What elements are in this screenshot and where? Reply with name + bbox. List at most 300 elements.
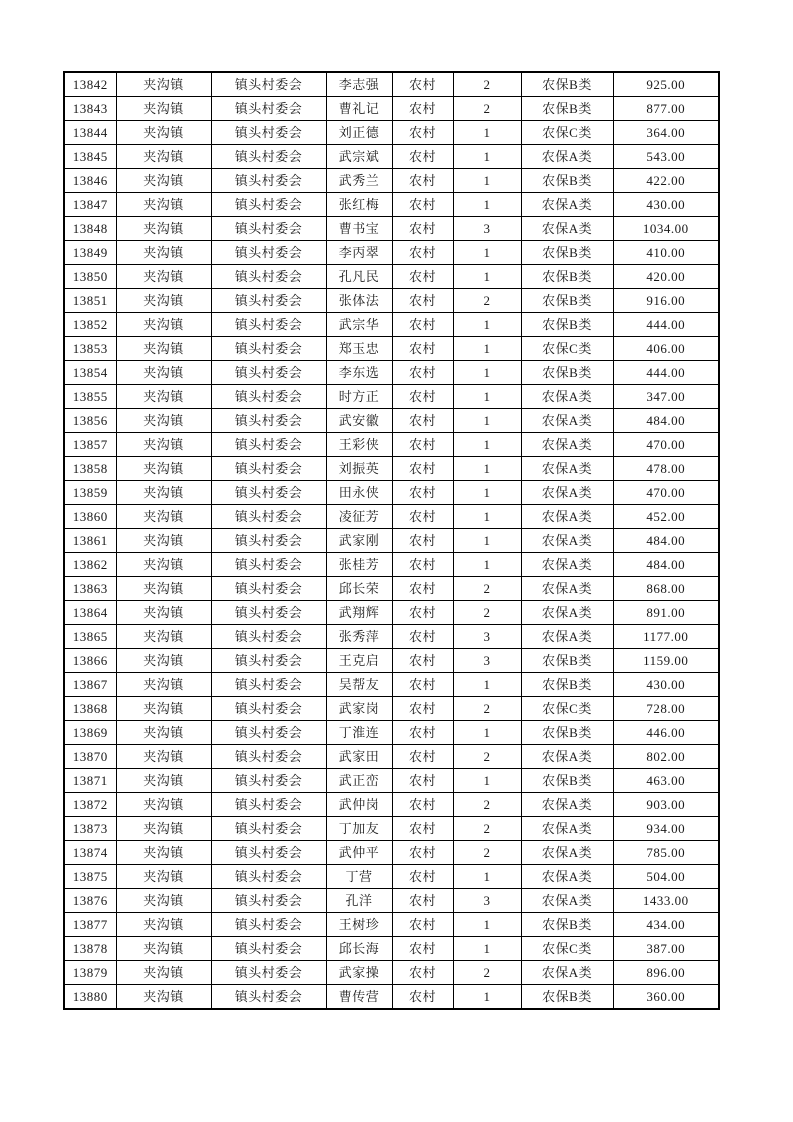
- cell-village-committee: 镇头村委会: [211, 625, 326, 649]
- cell-person-count: 1: [453, 193, 521, 217]
- cell-insurance-category: 农保B类: [521, 97, 613, 121]
- cell-insurance-category: 农保A类: [521, 793, 613, 817]
- table-row: [64, 841, 719, 865]
- cell-town: 夹沟镇: [116, 457, 211, 481]
- cell-amount: 877.00: [613, 97, 719, 121]
- table-row: [64, 385, 719, 409]
- cell-record-id: 13855: [64, 385, 116, 409]
- cell-village-committee: 镇头村委会: [211, 409, 326, 433]
- cell-insurance-category: 农保B类: [521, 913, 613, 937]
- table-row: [64, 793, 719, 817]
- cell-insurance-category: 农保A类: [521, 481, 613, 505]
- cell-town: 夹沟镇: [116, 913, 211, 937]
- cell-record-id: 13858: [64, 457, 116, 481]
- cell-person-name: 武宗华: [326, 313, 392, 337]
- cell-insurance-category: 农保B类: [521, 313, 613, 337]
- table-row: [64, 409, 719, 433]
- cell-amount: 916.00: [613, 289, 719, 313]
- cell-insurance-category: 农保B类: [521, 361, 613, 385]
- cell-insurance-category: 农保A类: [521, 385, 613, 409]
- cell-person-name: 武宗斌: [326, 145, 392, 169]
- cell-village-committee: 镇头村委会: [211, 601, 326, 625]
- cell-residence-type: 农村: [392, 433, 453, 457]
- table-row: [64, 457, 719, 481]
- cell-person-count: 1: [453, 337, 521, 361]
- cell-record-id: 13862: [64, 553, 116, 577]
- cell-town: 夹沟镇: [116, 433, 211, 457]
- cell-insurance-category: 农保A类: [521, 601, 613, 625]
- table-row: [64, 289, 719, 313]
- cell-residence-type: 农村: [392, 145, 453, 169]
- cell-residence-type: 农村: [392, 649, 453, 673]
- cell-person-name: 郑玉忠: [326, 337, 392, 361]
- cell-person-name: 田永侠: [326, 481, 392, 505]
- cell-village-committee: 镇头村委会: [211, 721, 326, 745]
- cell-person-name: 邱长海: [326, 937, 392, 961]
- cell-person-count: 1: [453, 385, 521, 409]
- cell-person-count: 2: [453, 745, 521, 769]
- cell-town: 夹沟镇: [116, 721, 211, 745]
- cell-insurance-category: 农保A类: [521, 529, 613, 553]
- cell-insurance-category: 农保B类: [521, 769, 613, 793]
- cell-town: 夹沟镇: [116, 577, 211, 601]
- cell-record-id: 13869: [64, 721, 116, 745]
- table-row: [64, 97, 719, 121]
- cell-person-name: 武正峦: [326, 769, 392, 793]
- cell-residence-type: 农村: [392, 841, 453, 865]
- cell-residence-type: 农村: [392, 673, 453, 697]
- cell-residence-type: 农村: [392, 601, 453, 625]
- cell-amount: 484.00: [613, 553, 719, 577]
- cell-residence-type: 农村: [392, 793, 453, 817]
- cell-village-committee: 镇头村委会: [211, 577, 326, 601]
- cell-village-committee: 镇头村委会: [211, 457, 326, 481]
- cell-record-id: 13844: [64, 121, 116, 145]
- table-row: [64, 553, 719, 577]
- cell-amount: 1177.00: [613, 625, 719, 649]
- cell-insurance-category: 农保A类: [521, 865, 613, 889]
- cell-record-id: 13870: [64, 745, 116, 769]
- cell-amount: 446.00: [613, 721, 719, 745]
- cell-amount: 360.00: [613, 985, 719, 1010]
- cell-person-count: 2: [453, 577, 521, 601]
- cell-person-name: 武仲平: [326, 841, 392, 865]
- cell-amount: 543.00: [613, 145, 719, 169]
- cell-person-count: 1: [453, 409, 521, 433]
- table-row: [64, 337, 719, 361]
- cell-town: 夹沟镇: [116, 145, 211, 169]
- cell-residence-type: 农村: [392, 313, 453, 337]
- cell-insurance-category: 农保A类: [521, 457, 613, 481]
- table-row: [64, 433, 719, 457]
- table-row: [64, 769, 719, 793]
- cell-amount: 387.00: [613, 937, 719, 961]
- cell-residence-type: 农村: [392, 937, 453, 961]
- cell-town: 夹沟镇: [116, 72, 211, 97]
- cell-town: 夹沟镇: [116, 961, 211, 985]
- cell-amount: 463.00: [613, 769, 719, 793]
- cell-residence-type: 农村: [392, 97, 453, 121]
- cell-amount: 1159.00: [613, 649, 719, 673]
- cell-town: 夹沟镇: [116, 697, 211, 721]
- cell-village-committee: 镇头村委会: [211, 913, 326, 937]
- cell-insurance-category: 农保C类: [521, 937, 613, 961]
- cell-person-name: 李东选: [326, 361, 392, 385]
- table-row: [64, 313, 719, 337]
- cell-town: 夹沟镇: [116, 289, 211, 313]
- cell-residence-type: 农村: [392, 577, 453, 601]
- cell-person-name: 曹传营: [326, 985, 392, 1010]
- cell-person-name: 武家田: [326, 745, 392, 769]
- table-row: [64, 913, 719, 937]
- cell-town: 夹沟镇: [116, 889, 211, 913]
- cell-village-committee: 镇头村委会: [211, 97, 326, 121]
- cell-residence-type: 农村: [392, 409, 453, 433]
- cell-person-count: 1: [453, 865, 521, 889]
- cell-person-count: 1: [453, 361, 521, 385]
- cell-record-id: 13853: [64, 337, 116, 361]
- cell-village-committee: 镇头村委会: [211, 193, 326, 217]
- cell-residence-type: 农村: [392, 505, 453, 529]
- cell-amount: 430.00: [613, 673, 719, 697]
- cell-town: 夹沟镇: [116, 937, 211, 961]
- cell-amount: 470.00: [613, 481, 719, 505]
- cell-town: 夹沟镇: [116, 841, 211, 865]
- cell-amount: 934.00: [613, 817, 719, 841]
- cell-village-committee: 镇头村委会: [211, 649, 326, 673]
- cell-village-committee: 镇头村委会: [211, 553, 326, 577]
- cell-village-committee: 镇头村委会: [211, 217, 326, 241]
- cell-amount: 434.00: [613, 913, 719, 937]
- cell-person-name: 王彩侠: [326, 433, 392, 457]
- cell-person-name: 李志强: [326, 72, 392, 97]
- cell-village-committee: 镇头村委会: [211, 769, 326, 793]
- cell-person-count: 1: [453, 313, 521, 337]
- cell-person-name: 武仲岗: [326, 793, 392, 817]
- cell-amount: 903.00: [613, 793, 719, 817]
- cell-person-name: 武家刚: [326, 529, 392, 553]
- beneficiary-table: [63, 71, 720, 1010]
- cell-town: 夹沟镇: [116, 361, 211, 385]
- cell-record-id: 13852: [64, 313, 116, 337]
- cell-person-count: 2: [453, 961, 521, 985]
- cell-insurance-category: 农保A类: [521, 745, 613, 769]
- cell-residence-type: 农村: [392, 745, 453, 769]
- cell-amount: 1034.00: [613, 217, 719, 241]
- cell-amount: 896.00: [613, 961, 719, 985]
- cell-person-name: 丁营: [326, 865, 392, 889]
- table-row: [64, 265, 719, 289]
- cell-residence-type: 农村: [392, 769, 453, 793]
- cell-village-committee: 镇头村委会: [211, 289, 326, 313]
- cell-person-name: 丁淮连: [326, 721, 392, 745]
- cell-residence-type: 农村: [392, 529, 453, 553]
- cell-village-committee: 镇头村委会: [211, 145, 326, 169]
- cell-amount: 422.00: [613, 169, 719, 193]
- cell-insurance-category: 农保A类: [521, 409, 613, 433]
- cell-record-id: 13875: [64, 865, 116, 889]
- table-row: [64, 985, 719, 1010]
- cell-residence-type: 农村: [392, 265, 453, 289]
- cell-record-id: 13878: [64, 937, 116, 961]
- cell-record-id: 13850: [64, 265, 116, 289]
- cell-person-name: 时方正: [326, 385, 392, 409]
- table-row: [64, 937, 719, 961]
- cell-town: 夹沟镇: [116, 121, 211, 145]
- cell-amount: 430.00: [613, 193, 719, 217]
- cell-town: 夹沟镇: [116, 385, 211, 409]
- cell-person-name: 孔凡民: [326, 265, 392, 289]
- table-row: [64, 217, 719, 241]
- cell-village-committee: 镇头村委会: [211, 529, 326, 553]
- cell-person-name: 张秀萍: [326, 625, 392, 649]
- cell-record-id: 13854: [64, 361, 116, 385]
- cell-residence-type: 农村: [392, 193, 453, 217]
- cell-village-committee: 镇头村委会: [211, 985, 326, 1010]
- cell-amount: 1433.00: [613, 889, 719, 913]
- cell-person-name: 张体法: [326, 289, 392, 313]
- table-row: [64, 241, 719, 265]
- cell-residence-type: 农村: [392, 385, 453, 409]
- cell-village-committee: 镇头村委会: [211, 481, 326, 505]
- cell-insurance-category: 农保A类: [521, 841, 613, 865]
- cell-person-name: 武家岗: [326, 697, 392, 721]
- cell-town: 夹沟镇: [116, 241, 211, 265]
- cell-person-count: 1: [453, 985, 521, 1010]
- cell-person-count: 1: [453, 241, 521, 265]
- cell-residence-type: 农村: [392, 625, 453, 649]
- cell-village-committee: 镇头村委会: [211, 241, 326, 265]
- cell-person-name: 武家操: [326, 961, 392, 985]
- cell-person-name: 李丙翠: [326, 241, 392, 265]
- cell-town: 夹沟镇: [116, 97, 211, 121]
- table-row: [64, 625, 719, 649]
- cell-insurance-category: 农保C类: [521, 697, 613, 721]
- cell-person-count: 1: [453, 937, 521, 961]
- table-row: [64, 361, 719, 385]
- cell-person-count: 1: [453, 673, 521, 697]
- cell-town: 夹沟镇: [116, 865, 211, 889]
- cell-amount: 364.00: [613, 121, 719, 145]
- cell-record-id: 13849: [64, 241, 116, 265]
- cell-amount: 802.00: [613, 745, 719, 769]
- cell-person-count: 1: [453, 721, 521, 745]
- cell-town: 夹沟镇: [116, 193, 211, 217]
- table-row: [64, 481, 719, 505]
- cell-person-name: 武翔辉: [326, 601, 392, 625]
- cell-record-id: 13842: [64, 72, 116, 97]
- cell-person-count: 3: [453, 889, 521, 913]
- cell-village-committee: 镇头村委会: [211, 841, 326, 865]
- cell-town: 夹沟镇: [116, 529, 211, 553]
- cell-record-id: 13876: [64, 889, 116, 913]
- cell-record-id: 13877: [64, 913, 116, 937]
- cell-person-name: 张红梅: [326, 193, 392, 217]
- cell-record-id: 13859: [64, 481, 116, 505]
- cell-residence-type: 农村: [392, 865, 453, 889]
- cell-residence-type: 农村: [392, 169, 453, 193]
- cell-village-committee: 镇头村委会: [211, 889, 326, 913]
- cell-village-committee: 镇头村委会: [211, 385, 326, 409]
- cell-person-count: 1: [453, 913, 521, 937]
- cell-person-count: 2: [453, 793, 521, 817]
- table-row: [64, 505, 719, 529]
- cell-record-id: 13879: [64, 961, 116, 985]
- cell-person-name: 吴帮友: [326, 673, 392, 697]
- table-row: [64, 121, 719, 145]
- cell-village-committee: 镇头村委会: [211, 169, 326, 193]
- cell-person-count: 2: [453, 97, 521, 121]
- cell-insurance-category: 农保B类: [521, 673, 613, 697]
- cell-person-count: 1: [453, 433, 521, 457]
- table-row: [64, 865, 719, 889]
- cell-person-name: 凌征芳: [326, 505, 392, 529]
- cell-person-count: 1: [453, 553, 521, 577]
- cell-village-committee: 镇头村委会: [211, 673, 326, 697]
- table-row: [64, 649, 719, 673]
- cell-person-count: 1: [453, 121, 521, 145]
- cell-record-id: 13845: [64, 145, 116, 169]
- cell-person-name: 王克启: [326, 649, 392, 673]
- cell-record-id: 13866: [64, 649, 116, 673]
- table-row: [64, 577, 719, 601]
- cell-residence-type: 农村: [392, 913, 453, 937]
- cell-town: 夹沟镇: [116, 673, 211, 697]
- cell-insurance-category: 农保B类: [521, 649, 613, 673]
- cell-person-count: 2: [453, 817, 521, 841]
- cell-person-count: 2: [453, 72, 521, 97]
- cell-town: 夹沟镇: [116, 817, 211, 841]
- cell-town: 夹沟镇: [116, 217, 211, 241]
- cell-record-id: 13874: [64, 841, 116, 865]
- table-row: [64, 817, 719, 841]
- cell-town: 夹沟镇: [116, 265, 211, 289]
- cell-village-committee: 镇头村委会: [211, 745, 326, 769]
- cell-town: 夹沟镇: [116, 313, 211, 337]
- cell-record-id: 13857: [64, 433, 116, 457]
- cell-person-count: 1: [453, 769, 521, 793]
- table-row: [64, 889, 719, 913]
- cell-residence-type: 农村: [392, 481, 453, 505]
- cell-town: 夹沟镇: [116, 553, 211, 577]
- cell-record-id: 13864: [64, 601, 116, 625]
- cell-person-name: 张桂芳: [326, 553, 392, 577]
- table-row: [64, 961, 719, 985]
- cell-record-id: 13872: [64, 793, 116, 817]
- cell-record-id: 13868: [64, 697, 116, 721]
- table-row: [64, 529, 719, 553]
- cell-insurance-category: 农保B类: [521, 289, 613, 313]
- cell-person-count: 2: [453, 697, 521, 721]
- cell-residence-type: 农村: [392, 817, 453, 841]
- cell-town: 夹沟镇: [116, 337, 211, 361]
- cell-insurance-category: 农保C类: [521, 337, 613, 361]
- cell-insurance-category: 农保A类: [521, 433, 613, 457]
- cell-village-committee: 镇头村委会: [211, 793, 326, 817]
- cell-insurance-category: 农保A类: [521, 625, 613, 649]
- cell-record-id: 13863: [64, 577, 116, 601]
- cell-amount: 452.00: [613, 505, 719, 529]
- cell-insurance-category: 农保C类: [521, 121, 613, 145]
- cell-person-name: 邱长荣: [326, 577, 392, 601]
- cell-village-committee: 镇头村委会: [211, 121, 326, 145]
- cell-town: 夹沟镇: [116, 793, 211, 817]
- cell-town: 夹沟镇: [116, 649, 211, 673]
- cell-insurance-category: 农保B类: [521, 985, 613, 1010]
- cell-person-name: 刘振英: [326, 457, 392, 481]
- table-row: [64, 169, 719, 193]
- cell-person-count: 1: [453, 505, 521, 529]
- cell-town: 夹沟镇: [116, 481, 211, 505]
- cell-insurance-category: 农保B类: [521, 169, 613, 193]
- cell-person-name: 孔洋: [326, 889, 392, 913]
- cell-residence-type: 农村: [392, 697, 453, 721]
- cell-record-id: 13847: [64, 193, 116, 217]
- cell-record-id: 13871: [64, 769, 116, 793]
- cell-person-count: 1: [453, 265, 521, 289]
- cell-village-committee: 镇头村委会: [211, 433, 326, 457]
- cell-person-count: 1: [453, 169, 521, 193]
- cell-record-id: 13873: [64, 817, 116, 841]
- cell-insurance-category: 农保A类: [521, 505, 613, 529]
- cell-residence-type: 农村: [392, 721, 453, 745]
- cell-insurance-category: 农保B类: [521, 265, 613, 289]
- table-row: [64, 72, 719, 97]
- cell-amount: 868.00: [613, 577, 719, 601]
- cell-amount: 470.00: [613, 433, 719, 457]
- cell-amount: 484.00: [613, 409, 719, 433]
- cell-residence-type: 农村: [392, 985, 453, 1010]
- cell-insurance-category: 农保B类: [521, 241, 613, 265]
- cell-residence-type: 农村: [392, 457, 453, 481]
- cell-residence-type: 农村: [392, 72, 453, 97]
- cell-insurance-category: 农保A类: [521, 817, 613, 841]
- table-body: [64, 72, 719, 1009]
- cell-insurance-category: 农保A类: [521, 553, 613, 577]
- cell-record-id: 13848: [64, 217, 116, 241]
- cell-person-count: 1: [453, 145, 521, 169]
- cell-village-committee: 镇头村委会: [211, 697, 326, 721]
- cell-town: 夹沟镇: [116, 601, 211, 625]
- cell-amount: 925.00: [613, 72, 719, 97]
- cell-insurance-category: 农保A类: [521, 145, 613, 169]
- cell-amount: 478.00: [613, 457, 719, 481]
- cell-residence-type: 农村: [392, 337, 453, 361]
- cell-insurance-category: 农保A类: [521, 193, 613, 217]
- cell-amount: 406.00: [613, 337, 719, 361]
- cell-person-name: 武安徽: [326, 409, 392, 433]
- cell-town: 夹沟镇: [116, 985, 211, 1010]
- cell-record-id: 13846: [64, 169, 116, 193]
- cell-residence-type: 农村: [392, 553, 453, 577]
- cell-person-name: 丁加友: [326, 817, 392, 841]
- cell-insurance-category: 农保A类: [521, 577, 613, 601]
- cell-person-count: 3: [453, 649, 521, 673]
- cell-insurance-category: 农保A类: [521, 889, 613, 913]
- cell-residence-type: 农村: [392, 121, 453, 145]
- cell-record-id: 13865: [64, 625, 116, 649]
- cell-record-id: 13860: [64, 505, 116, 529]
- cell-insurance-category: 农保A类: [521, 217, 613, 241]
- cell-person-count: 3: [453, 217, 521, 241]
- cell-village-committee: 镇头村委会: [211, 817, 326, 841]
- cell-person-count: 1: [453, 529, 521, 553]
- cell-residence-type: 农村: [392, 289, 453, 313]
- table-row: [64, 145, 719, 169]
- cell-town: 夹沟镇: [116, 745, 211, 769]
- cell-record-id: 13861: [64, 529, 116, 553]
- table-row: [64, 193, 719, 217]
